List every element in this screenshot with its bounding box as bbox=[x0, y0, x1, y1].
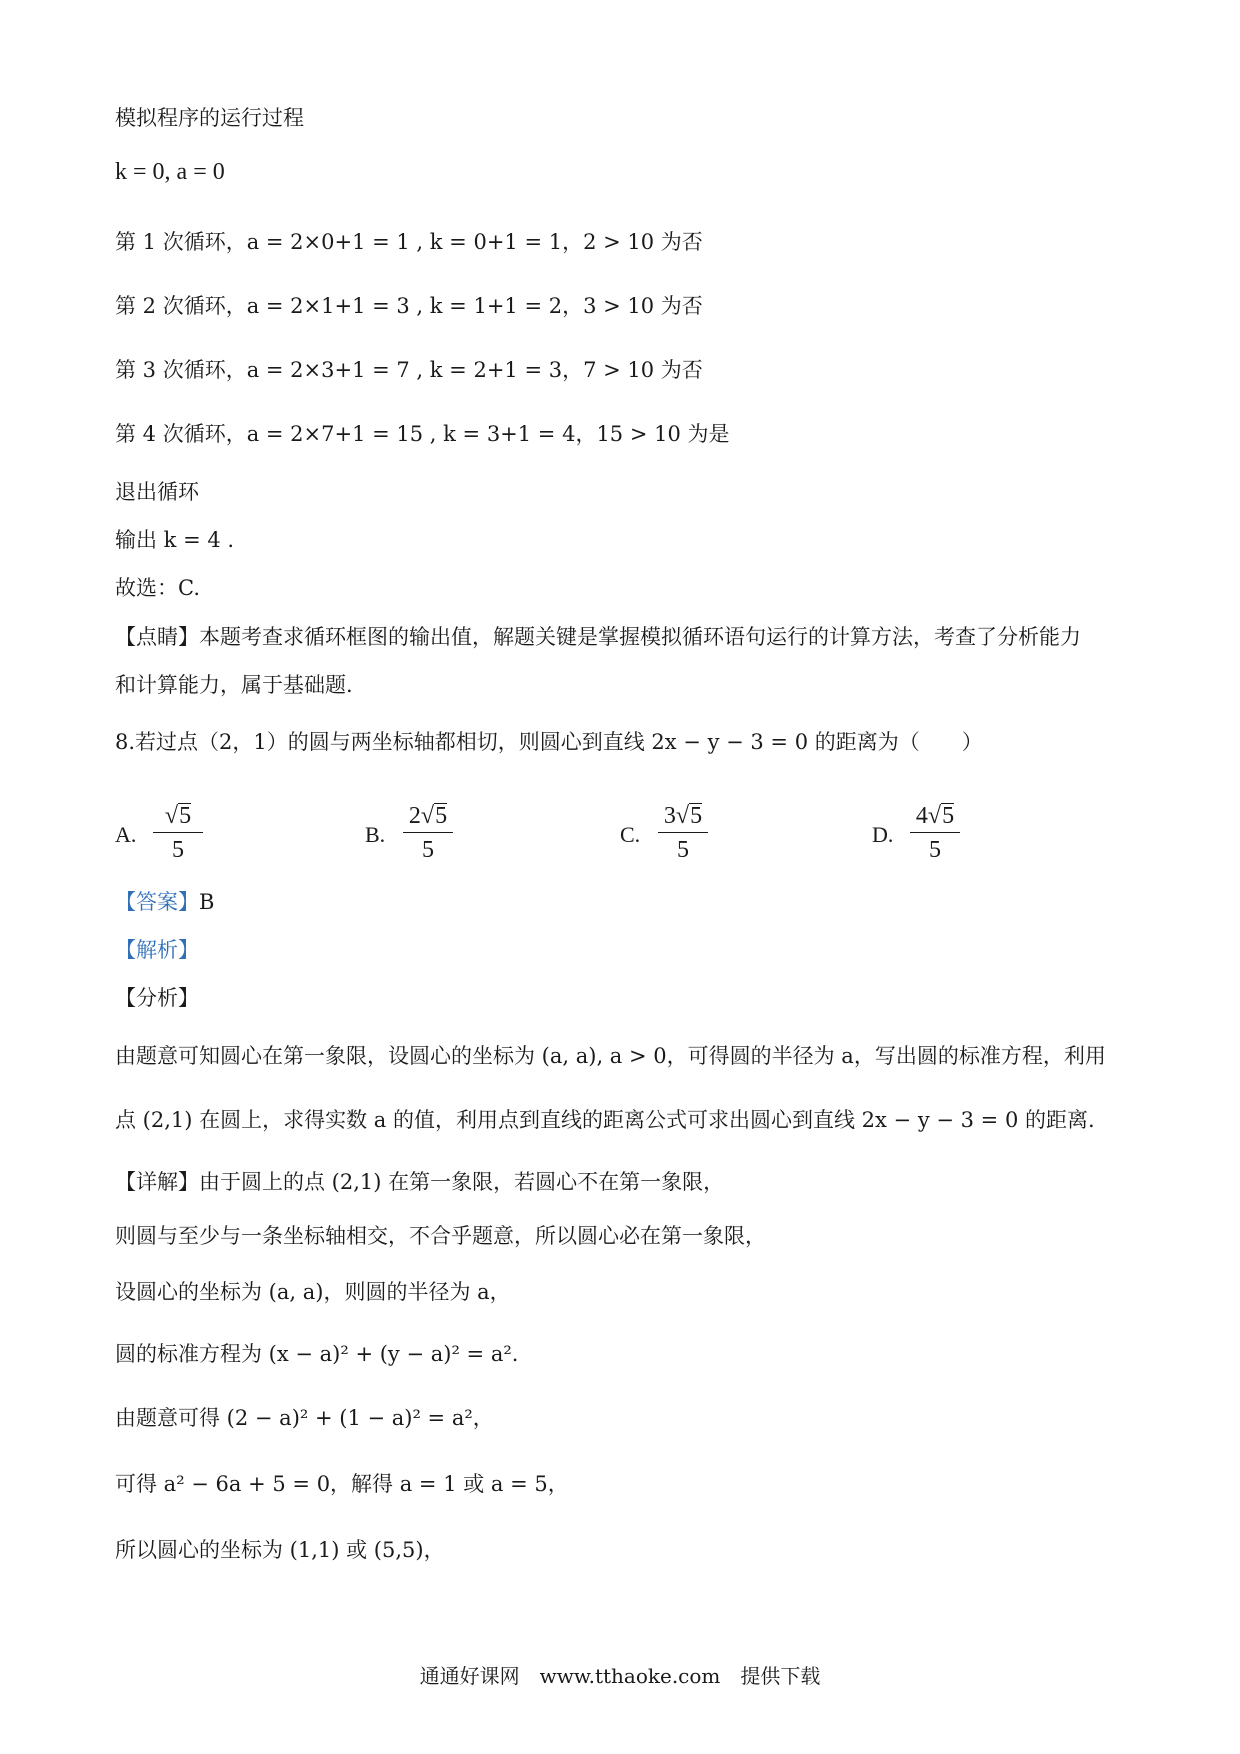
line-loop-4: 第 4 次循环，a = 2×7+1 = 15 , k = 3+1 = 4，15 > 10 为是 bbox=[115, 422, 730, 446]
detail-line-3: 设圆心的坐标为 (a, a)，则圆的半径为 a， bbox=[115, 1280, 511, 1304]
comment-line-1: 【点睛】本题考查求循环框图的输出值，解题关键是掌握模拟循环语句运行的计算方法，考查了分析能力 bbox=[115, 625, 1081, 649]
footer-source: 通通好课网 www.tthaoke.com 提供下载 bbox=[419, 1664, 821, 1688]
line-loop-3: 第 3 次循环，a = 2×3+1 = 7 , k = 2+1 = 3，7 > 10 为否 bbox=[115, 358, 703, 382]
line-exit-loop: 退出循环 bbox=[115, 480, 199, 504]
line-loop-1: 第 1 次循环，a = 2×0+1 = 1 , k = 0+1 = 1，2 > 10 为否 bbox=[115, 230, 703, 254]
analysis-label: 【解析】 bbox=[115, 938, 199, 962]
line-init: k = 0, a = 0 bbox=[115, 159, 225, 185]
option-letter: C. bbox=[620, 822, 641, 847]
fenxi-line-2: 点 (2,1) 在圆上，求得实数 a 的值，利用点到直线的距离公式可求出圆心到直线 2x − y − 3 = 0 的距离. bbox=[115, 1108, 1095, 1132]
answer-line bbox=[115, 888, 214, 916]
detail-line-5: 由题意可得 (2 − a)² + (1 − a)² = a²， bbox=[115, 1406, 494, 1430]
answer-label: 【答案】 bbox=[115, 890, 199, 914]
option-fraction: $\frac{3√5}{5}$ bbox=[658, 800, 708, 865]
line-output: 输出 k = 4 . bbox=[115, 528, 235, 552]
option-letter: B. bbox=[365, 822, 386, 847]
option-fraction: $\frac{4√5}{5}$ bbox=[910, 800, 960, 865]
option-letter: A. bbox=[115, 822, 137, 847]
fenxi-line-1: 由题意可知圆心在第一象限，设圆心的坐标为 (a, a), a > 0，可得圆的半径为 a，写出圆的标准方程，利用 bbox=[115, 1044, 1106, 1068]
fenxi-label: 【分析】 bbox=[115, 986, 199, 1010]
line-simulate: 模拟程序的运行过程 bbox=[115, 106, 304, 130]
detail-line-4: 圆的标准方程为 (x − a)² + (y − a)² = a². bbox=[115, 1342, 519, 1366]
option-letter: D. bbox=[872, 822, 894, 847]
answer-value: B bbox=[199, 890, 215, 914]
line-choose: 故选：C. bbox=[115, 576, 200, 600]
option-fraction: $\frac{2√5}{5}$ bbox=[403, 800, 453, 865]
detail-line-2: 则圆与至少与一条坐标轴相交，不合乎题意，所以圆心必在第一象限， bbox=[115, 1224, 766, 1248]
line-loop-2: 第 2 次循环，a = 2×1+1 = 3 , k = 1+1 = 2，3 > 10 为否 bbox=[115, 294, 703, 318]
option-fraction: $\frac{√5}{5}$ bbox=[153, 800, 203, 865]
question-8: 8.若过点（2，1）的圆与两坐标轴都相切，则圆心到直线 2x − y − 3 = 0 的距离为（ ） bbox=[115, 730, 983, 754]
detail-line-6: 可得 a² − 6a + 5 = 0，解得 a = 1 或 a = 5， bbox=[115, 1472, 569, 1496]
detail-line-7: 所以圆心的坐标为 (1,1) 或 (5,5)， bbox=[115, 1538, 445, 1562]
detail-line-1: 【详解】由于圆上的点 (2,1) 在第一象限，若圆心不在第一象限， bbox=[115, 1170, 725, 1194]
comment-line-2: 和计算能力，属于基础题. bbox=[115, 673, 353, 697]
